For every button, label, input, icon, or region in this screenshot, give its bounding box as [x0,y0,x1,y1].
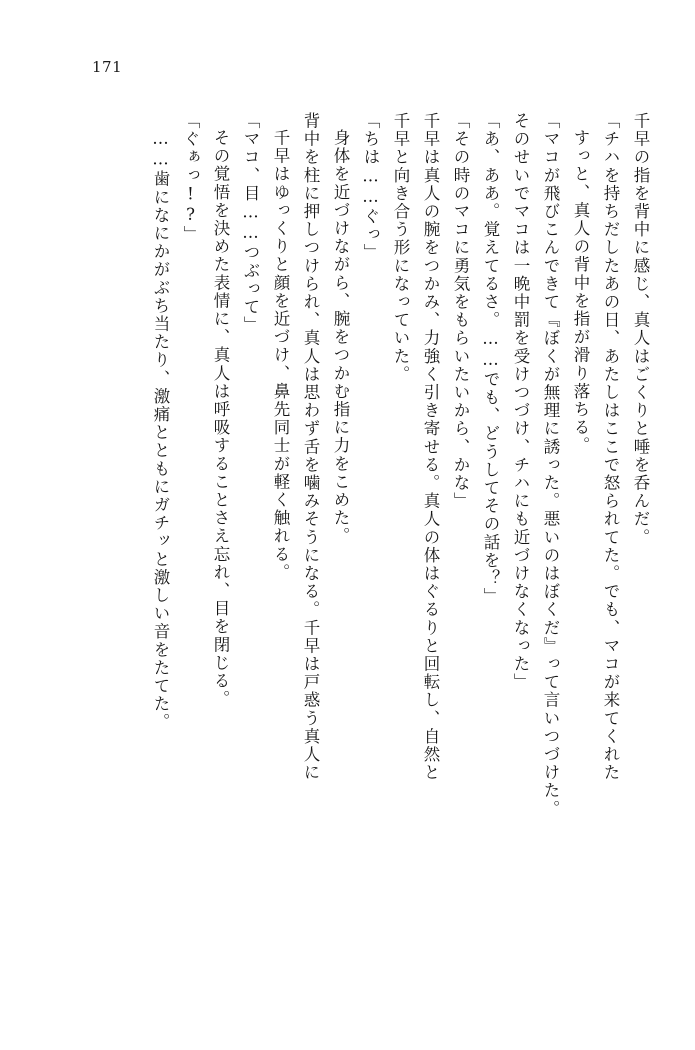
text-line: 「チハを持ちだしたあの日、あたしはここで怒られてた。でも、マコが来てくれた [601,112,620,782]
text-line: その覚悟を決めた表情に、真人は呼吸することさえ忘れ、目を閉じる。 [211,129,230,709]
text-line: 「ぐぁっ!?」 [181,112,200,244]
text-line: 千早はゆっくりと顔を近づけ、鼻先同士が軽く触れる。 [271,129,290,582]
text-line: 「マコ、目……つぶって」 [241,112,260,335]
text-line: 「あ、ああ。覚えてるさ。……でも、どうしてその話を？」 [481,112,500,606]
text-line: 身体を近づけながら、腕をつかむ指に力をこめた。 [331,129,350,546]
text-line: 千早は真人の腕をつかみ、力強く引き寄せる。真人の体はぐるりと回転し、自然と [421,112,440,782]
text-line: 「マコが飛びこんできて『ぼくが無理に誘った。悪いのはぼくだ』って言いつづけた。 [541,112,560,818]
text-line: 「ちは……ぐっ」 [361,112,380,262]
text-line: 千早の指を背中に感じ、真人はごくりと唾を呑んだ。 [631,112,650,547]
text-line: そのせいでマコは一晩中罰を受けつづけ、チハにも近づけなくなった」 [511,112,530,692]
vertical-text-body [48,112,648,942]
text-line: 千早と向き合う形になっていた。 [391,112,410,384]
text-line: ……歯になにかがぶち当たり、激痛とともにガチッと激しい音をたてた。 [151,129,170,732]
text-line: すっと、真人の背中を指が滑り落ちる。 [571,129,590,455]
page-number: 171 [92,58,123,76]
text-line: 「その時のマコに勇気をもらいたいから、かな」 [451,112,470,511]
text-line: 背中を柱に押しつけられ、真人は思わず舌を噛みそうになる。千早は戸惑う真人に [301,112,320,782]
